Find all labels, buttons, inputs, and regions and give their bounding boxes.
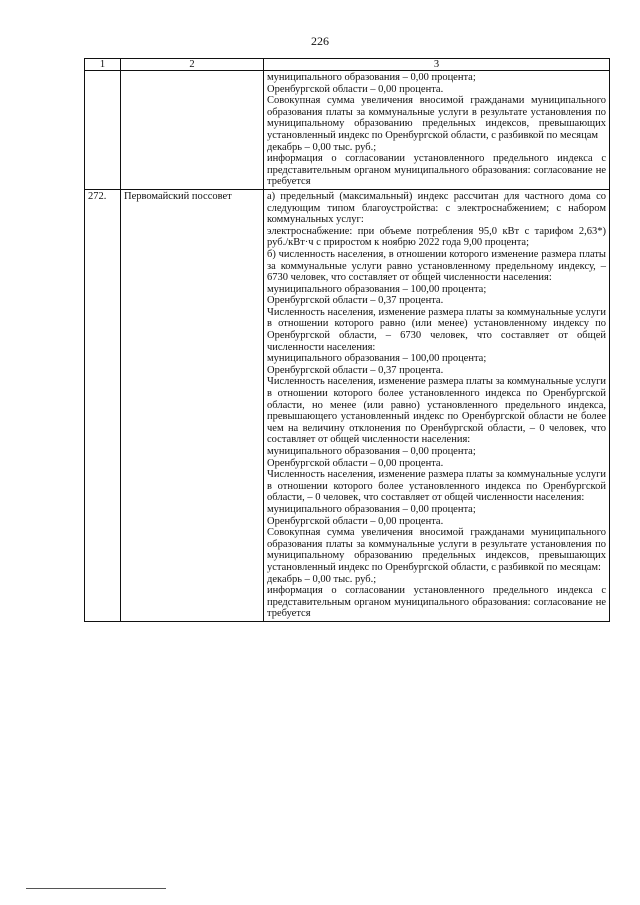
description-paragraph: декабрь – 0,00 тыс. руб.; [267,141,377,153]
description-paragraph: Оренбургской области – 0,00 процента. [267,83,444,95]
table-row [85,189,610,621]
description-paragraph: муниципального образования – 0,00 процента; [267,446,476,457]
page-number: 226 [311,34,329,48]
description-paragraph: Оренбургской области – 0,00 процента. [267,457,444,469]
description-paragraph: декабрь – 0,00 тыс. руб.; [267,573,377,585]
footer-rule [26,888,166,889]
description-paragraph: электроснабжение: при объеме потребления 95,0 кВт с тарифом 2,63*) руб./кВт·ч с приростом к ноябрю 2022 года 9,00 процента; [267,225,606,249]
description-paragraph: информация о согласовании установленного предельного индекса с представительным органом муниципального образования: согласование не требуется [267,153,606,188]
description-paragraph: Оренбургской области – 0,00 процента. [267,515,444,527]
description-paragraph: Численность населения, изменение размера платы за коммунальные услуги в отношении которого более установленного индекса по Оренбургской области, – 0 человек, что составляет от общей численности населения: [267,469,606,504]
description-paragraph: муниципального образования – 0,00 процента; [267,503,476,515]
description-paragraph: Совокупная сумма увеличения вносимой гражданами муниципального образования платы за коммунальные услуги в результате установления по муниципальному образованию предельных индексов, превышающих установленный индекс по Оренбургской области, с разбивкой по месяцам: [267,527,606,573]
column-header: 2 [121,59,264,71]
row-description [264,71,610,190]
description-paragraph: муниципального образования – 100,00 процента; [267,283,487,295]
table-row [85,71,610,190]
description-paragraph: Численность населения, изменение размера платы за коммунальные услуги в отношении которого более установленного индекса по Оренбургской области, но менее (или равно) установленного предельного индекса, превышающего установленный индекс по Оренбургской области не более чем на величину отклонения по Оренбургской области, – 0 человек, что составляет от общей численности населения: [267,376,606,446]
description-paragraph: муниципального образования – 0,00 процента; [267,72,476,83]
description-paragraph: Оренбургской области – 0,37 процента. [267,295,444,307]
description-paragraph: муниципального образования – 100,00 процента; [267,353,487,365]
description-paragraph: Оренбургской области – 0,37 процента. [267,364,444,376]
column-header: 3 [264,59,610,71]
row-number: 272. [85,189,121,621]
column-header: 1 [85,59,121,71]
municipality-name: Первомайский поссовет [121,189,264,621]
description-paragraph: Совокупная сумма увеличения вносимой гражданами муниципального образования платы за коммунальные услуги в результате установления по муниципальному образованию предельных индексов, превышающих установленный индекс по Оренбургской области, с разбивкой по месяцам [267,95,606,141]
municipality-name [121,71,264,190]
description-paragraph: б) численность населения, в отношении которого изменение размера платы за коммунальные услуги равно установленному предельному индексу, – 6730 человек, что составляет от общей численности населения: [267,248,606,284]
description-paragraph: Численность населения, изменение размера платы за коммунальные услуги в отношении которого равно (или менее) установленному индексу по Оренбургской области, – 6730 человек, что составляет от общей численности населения: [267,306,606,353]
description-paragraph: а) предельный (максимальный) индекс рассчитан для частного дома со следующим типом благоустройства: с электроснабжением; с набором коммунальных услуг: [267,190,606,226]
table-header-row [85,59,610,71]
description-paragraph: информация о согласовании установленного предельного индекса с представительным органом муниципального образования: согласование не требуется [267,585,606,620]
row-description [264,189,610,621]
row-number [85,71,121,190]
data-table [84,58,610,622]
